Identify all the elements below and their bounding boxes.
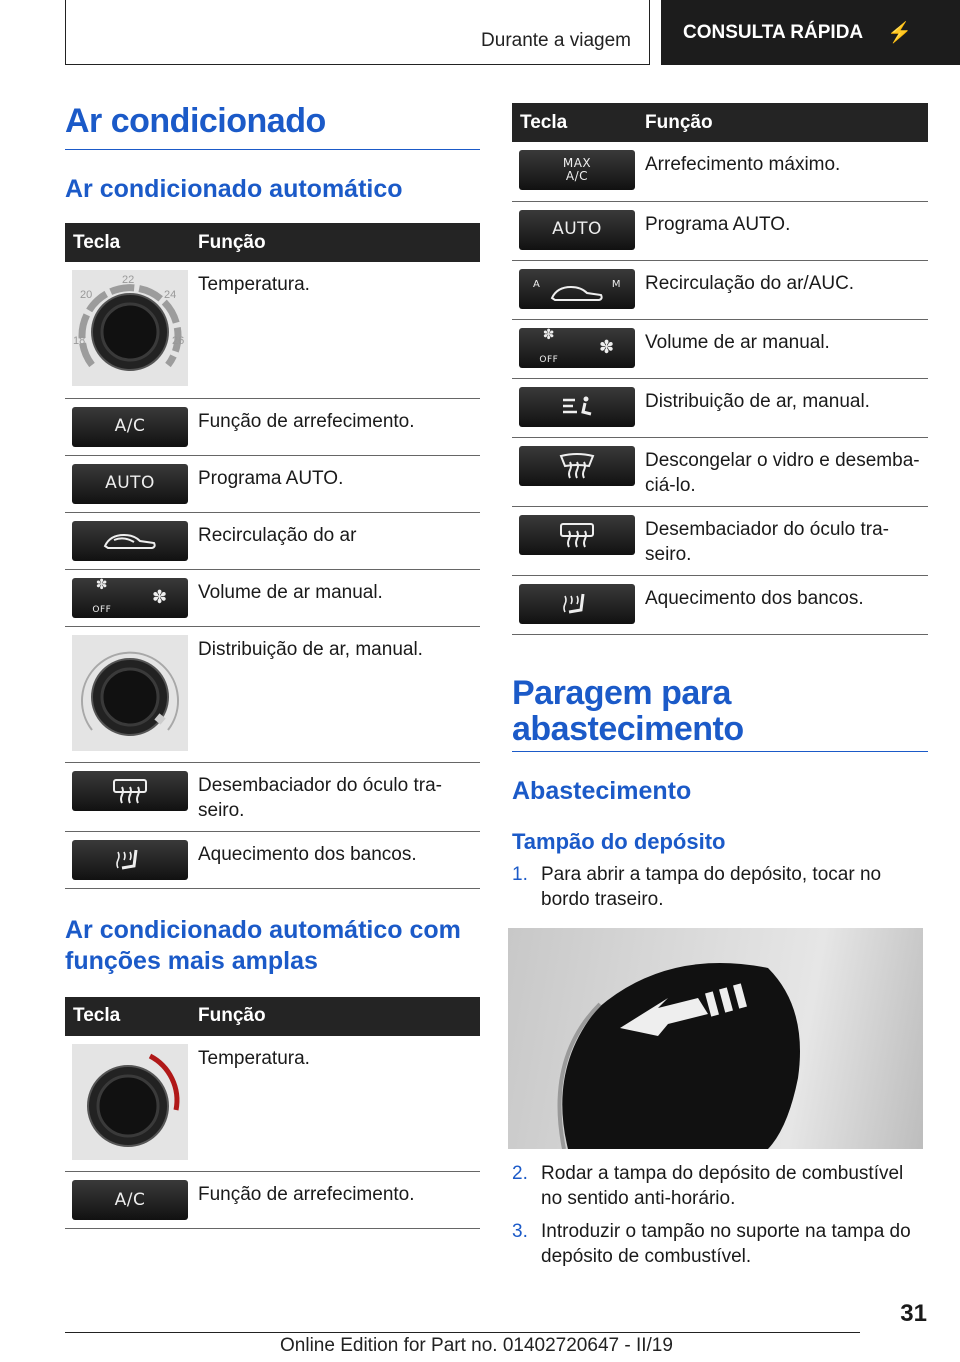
- air-distribution-dial-icon: [72, 635, 188, 751]
- column-header-function: Função: [635, 103, 928, 142]
- header-section-title: Durante a viagem: [481, 30, 631, 51]
- table-row: [65, 398, 480, 455]
- column-header-key: Tecla: [65, 223, 188, 262]
- lightning-bolt-icon: ⚡: [887, 22, 913, 44]
- rear-defrost-icon: [72, 771, 188, 811]
- edition-info: Online Edition for Part no. 01402720647 - II/19: [280, 1335, 673, 1356]
- table-row: [512, 506, 928, 575]
- function-text: Recirculação do ar: [188, 512, 480, 569]
- footer-divider: [65, 1332, 860, 1333]
- air-distribution-icon: [519, 387, 635, 427]
- key-table-continued: [512, 103, 928, 635]
- fuel-flap-photo: [508, 928, 923, 1149]
- seat-heating-icon: [72, 840, 188, 880]
- table-header-row: [512, 103, 928, 142]
- table-row: [65, 262, 480, 398]
- table-row: [512, 142, 928, 201]
- ac-button-icon: A/C: [72, 407, 188, 447]
- right-column: [512, 103, 928, 1269]
- table-row: [65, 512, 480, 569]
- recirculation-auc-icon: A M: [519, 269, 635, 309]
- table-row: [65, 626, 480, 762]
- table-row: [65, 569, 480, 626]
- function-text: Programa AUTO.: [635, 201, 928, 260]
- function-text: Temperatura.: [188, 1036, 480, 1172]
- function-text: Volume de ar manual.: [635, 319, 928, 378]
- seat-heating-icon: [519, 584, 635, 624]
- header-tab-label: CONSULTA RÁPIDA: [683, 21, 864, 43]
- function-text: Função de arrefecimento.: [188, 1172, 480, 1229]
- column-header-function: Função: [188, 223, 480, 262]
- table-row: [512, 378, 928, 437]
- table-row: [65, 1172, 480, 1229]
- dial-label: 26: [172, 335, 185, 347]
- function-text: Aquecimento dos bancos.: [188, 831, 480, 888]
- refuel-steps: [512, 862, 928, 912]
- section-title-refuel: Paragem para abastecimento: [512, 675, 928, 752]
- dial-label: 20: [80, 289, 93, 301]
- auto-button-icon: AUTO: [519, 210, 635, 250]
- column-header-key: Tecla: [65, 997, 188, 1036]
- table-row: [512, 260, 928, 319]
- windshield-defrost-icon: [519, 446, 635, 486]
- fan-button-icon: ✽ OFF ✽: [519, 328, 635, 368]
- function-text: Descongelar o vidro e desemba-ciá-lo.: [635, 437, 928, 506]
- page-title: Ar condicionado: [65, 103, 480, 150]
- table-row: [512, 437, 928, 506]
- dial-label: 22: [122, 274, 135, 286]
- key-table-extended-ac: [65, 997, 480, 1230]
- table-header-row: [65, 997, 480, 1036]
- function-text: Distribuição de ar, manual.: [188, 626, 480, 762]
- header-quick-reference-tab[interactable]: [661, 0, 960, 65]
- function-text: Arrefecimento máximo.: [635, 142, 928, 201]
- max-ac-button-icon: MAX A/C: [519, 150, 635, 190]
- section-heading-auto-ac: Ar condicionado automático: [65, 175, 403, 203]
- function-text: Aquecimento dos bancos.: [635, 575, 928, 634]
- function-text: Desembaciador do óculo tra-seiro.: [188, 762, 480, 831]
- table-row: [65, 455, 480, 512]
- table-row: [65, 762, 480, 831]
- function-text: Função de arrefecimento.: [188, 398, 480, 455]
- function-text: Desembaciador do óculo tra-seiro.: [635, 506, 928, 575]
- dial-label: 18: [73, 335, 86, 347]
- dial-label: 24: [164, 289, 177, 301]
- temperature-dial-icon: [72, 1044, 188, 1160]
- column-header-key: Tecla: [512, 103, 635, 142]
- fan-button-icon: ✽ OFF ✽: [72, 578, 188, 618]
- function-text: Recirculação do ar/AUC.: [635, 260, 928, 319]
- function-text: Distribuição de ar, manual.: [635, 378, 928, 437]
- sub-heading-fuel-cap: Tampão do depósito: [512, 828, 726, 854]
- table-row: [65, 1036, 480, 1172]
- key-table-auto-ac: [65, 223, 480, 889]
- table-row: [512, 319, 928, 378]
- list-item: 1. Para abrir a tampa do depósito, tocar no bordo traseiro.: [512, 863, 882, 910]
- header-section-box: [65, 0, 650, 65]
- refuel-steps-continued: [512, 1161, 928, 1269]
- section-heading-refuel: Abastecimento: [512, 776, 692, 805]
- table-header-row: [65, 223, 480, 262]
- recirculation-icon: [72, 521, 188, 561]
- function-text: Volume de ar manual.: [188, 569, 480, 626]
- rear-defrost-icon: [519, 515, 635, 555]
- auto-button-icon: AUTO: [72, 464, 188, 504]
- function-text: Temperatura.: [188, 262, 480, 398]
- list-item: 3. Introduzir o tampão no suporte na tampa do depósito de combustível.: [512, 1220, 911, 1267]
- function-text: Programa AUTO.: [188, 455, 480, 512]
- table-row: [512, 575, 928, 634]
- left-column: [65, 103, 480, 1229]
- column-header-function: Função: [188, 997, 480, 1036]
- ac-button-icon: A/C: [72, 1180, 188, 1220]
- table-row: [65, 831, 480, 888]
- temperature-dial-icon: [72, 270, 188, 386]
- page-number: 31: [900, 1300, 927, 1327]
- section-heading-extended-ac: Ar condicionado automático com funções mais amplas: [65, 915, 461, 975]
- table-row: [512, 201, 928, 260]
- list-item: 2. Rodar a tampa do depósito de combustível no sentido anti-horário.: [512, 1162, 904, 1209]
